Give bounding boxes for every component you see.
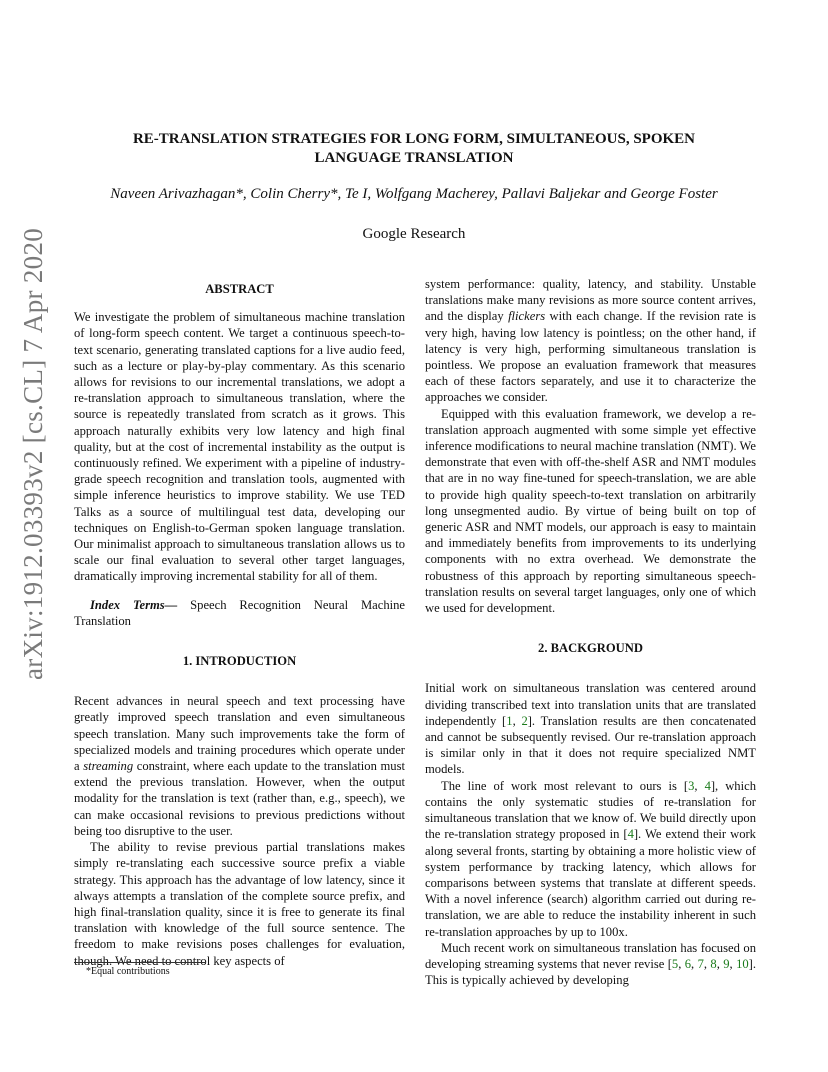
citation-link[interactable]: 2 (521, 713, 528, 728)
index-terms-label: Index Terms— (90, 597, 178, 612)
right-column (425, 276, 756, 988)
footnote-divider (74, 962, 206, 963)
citation-separator: , (694, 778, 705, 793)
introduction-heading: 1. INTRODUCTION (182, 654, 297, 669)
index-terms (74, 597, 405, 629)
bg-p2-part-a: The line of work most relevant to ours is [ (441, 778, 689, 793)
citation-link[interactable]: 4 (627, 827, 634, 842)
citation-link[interactable]: 10 (736, 956, 749, 971)
intro-p1-part-a: Recent advances in neural speech and text processing have greatly improved speech translation and even simultaneous speech translation. Many such improvements take the form of specialized models and training procedures which operate under a (74, 694, 405, 774)
intro-paragraph-2: The ability to revise previous partial translations makes simply re-translating each successive source prefix a viable strategy. This approach has the advantage of low latency, since it always attempts a translation of the complete source prefix, and high final-translation quality, since it is free to generate its final translation with knowledge of the full source sentence. The freedom to make revisions poses challenges for evaluation, though. We need to control key aspects of (74, 840, 405, 968)
left-column (74, 281, 405, 969)
bg-p3-part-b: ]. This is typically achieved by developing (425, 956, 756, 988)
paper-title (60, 130, 768, 168)
bg-p1-part-b: ]. Translation results are then concatenated and cannot be subsequently revised. Our re-translation approach is similar only in that it does not require specialized NMT models. (425, 713, 757, 777)
intro-paragraph-4: Equipped with this evaluation framework, we develop a re-translation approach augmented with some simple yet effective inference modifications to neural machine translation (NMT). We demonstrate that even with off-the-shelf ASR and NMT modules that are in no way fine-tuned for speech-translation, we are able to provide high quality speech-to-text translation on arbitrarily long unsegmented audio. By virtue of being built on top of generic ASR and NMT models, our approach is easy to maintain and immediately benefits from improvements to its underlying components with no extra overhead. We demonstrate the robustness of this approach by reporting simultaneous speech-translation results on several target languages, only one of which we used for development. (425, 406, 756, 616)
abstract-heading: ABSTRACT (205, 282, 274, 296)
bg-p1-part-a: Initial work on simultaneous translation was centered around dividing transcribed text into translation units that are translated independently [ (425, 681, 756, 728)
bg-p2-part-b: ], which contains the only systematic studies of re-translation for simultaneous translation that we know of. We build directly upon the re-translation strategy proposed in [ (425, 778, 756, 842)
intro-paragraph-1 (74, 693, 405, 839)
citation-link[interactable]: 1 (506, 713, 513, 728)
bg-p3-part-a: Much recent work on simultaneous translation has focused on developing streaming systems that never revise [ (425, 940, 756, 971)
background-heading: 2. BACKGROUND (538, 641, 643, 656)
intro-paragraph-3 (425, 276, 756, 406)
abstract-text: We investigate the problem of simultaneous machine translation of long-form speech content. We target a continuous speech-to-text scenario, generating translated captions for a live audio feed, such as a lecture or play-by-play commentary. As this scenario allows for revisions to our incremental translations, we adopt a re-translation approach to simultaneous translation, where the source is repeatedly translated from scratch as it grows. This approach naturally exhibits very low latency and high final quality, but at the cost of incremental instability as the output is continuously refined. We experiment with a pipeline of industry-grade speech recognition and translation tools, augmented with simple inference heuristics to improve stability. We use TED Talks as a source of multilingual test data, developing our techniques on English-to-German spoken language translation. Our minimalist approach to simultaneous translation allows us to scale our final evaluation to several other target languages, dramatically improving incremental stability for all of them. (74, 310, 405, 584)
title-line-1: RE-TRANSLATION STRATEGIES FOR LONG FORM, SIMULTANEOUS, SPOKEN (132, 131, 696, 147)
citation-link[interactable]: 4 (704, 778, 711, 793)
author-list: Naveen Arivazhagan*, Colin Cherry*, Te I, Wolfgang Macherey, Pallavi Baljekar and George Foster (110, 186, 718, 202)
background-paragraph-1 (425, 680, 756, 777)
citation-link[interactable]: 8 (710, 956, 717, 971)
citation-link[interactable]: 9 (723, 956, 730, 971)
intro-p1-part-b: constraint, where each update to the translation must extend the previous translation. However, when the output modality for the translation is text (rather than, e.g., speech), we can make occasional revisions to previous predictions without being too disruptive to the user. (74, 759, 405, 838)
arxiv-identifier: arXiv:1912.03393v2 [cs.CL] 7 Apr 2020 (18, 227, 48, 680)
background-paragraph-2 (425, 778, 756, 940)
affiliation: Google Research (362, 226, 466, 242)
citation-link[interactable]: 6 (684, 956, 692, 971)
citation-separator: , (512, 713, 522, 728)
intro-p3-part-b: with each change. If the revision rate is very high, having low latency is pointless; on the other hand, if latency is very high, performing simultaneous translation is pointless. We propose an evaluation framework that measures each of these factors separately, and use it to characterize the approaches we consider. (425, 309, 756, 405)
intro-p3-part-a: system performance: quality, latency, and stability. Unstable translations make many revisions as more source content arrives, and the display (425, 277, 756, 324)
title-line-2: LANGUAGE TRANSLATION (314, 150, 514, 166)
index-terms-text: Speech Recognition Neural Machine Translation (74, 597, 405, 628)
citation-link[interactable]: 3 (688, 778, 695, 793)
footnote: *Equal contributions (86, 966, 170, 977)
intro-p1-emphasis: streaming (83, 759, 134, 774)
citation-link[interactable]: 7 (697, 956, 704, 971)
background-paragraph-3: Much recent work on simultaneous translation has focused on developing streaming systems that never revise [5, 6, 7, 8, 9, 10]. This is typically achieved by developing (425, 940, 756, 988)
bg-p2-part-c: ]. We extend their work along several fronts, starting by obtaining a more holistic view of system performance by tracking latency, which allows for comparisons between systems that translate at different speeds. With a novel inference (search) algorithm carried out during re-translation, we are able to reduce the instability inherent in such re-translation approaches by up to 100x. (425, 827, 756, 939)
intro-p3-emphasis: flickers (508, 309, 546, 324)
citation-link[interactable]: 5 (671, 956, 679, 971)
